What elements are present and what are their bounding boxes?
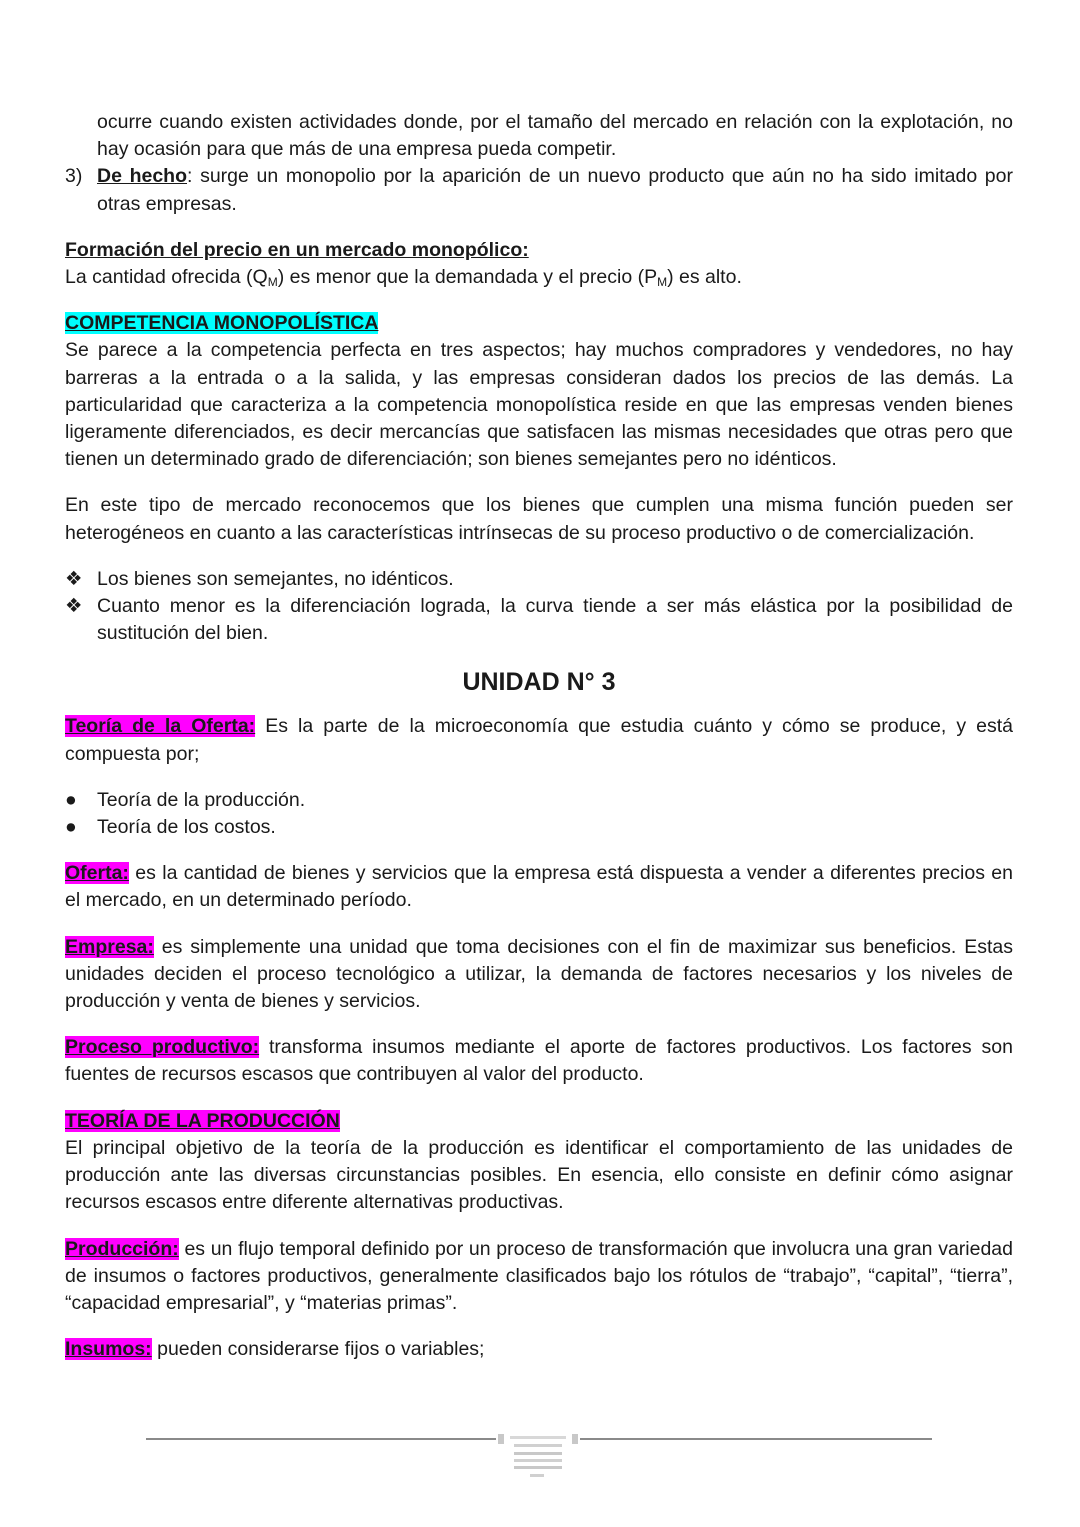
section-heading-formacion: Formación del precio en un mercado monopólico:: [65, 238, 529, 261]
definition-text: : surge un monopolio por la aparición de un nuevo producto que aún no ha sido imitado por otras empresas.: [97, 165, 1013, 215]
list-item: ● Teoría de la producción.: [65, 787, 1013, 814]
term-insumos: Insumos:: [65, 1338, 152, 1361]
list-item: ❖ Los bienes son semejantes, no idénticos.: [65, 566, 1013, 593]
produccion-paragraph: Producción: es un flujo temporal definido por un proceso de transformación que involucra una gran variedad de insumos o factores productivos, generalmente clasificados bajo los rótulos de “trabajo”, “capital”, “tierra”, “capacidad empresarial”, y “materias primas”.: [65, 1237, 1013, 1314]
diamond-bullet-icon: ❖: [65, 595, 83, 618]
footer-logo-icon: [496, 1430, 580, 1480]
diamond-bullet-icon: ❖: [65, 567, 83, 590]
page-content: [65, 109, 1013, 1363]
teoria-oferta-paragraph: Teoría de la Oferta: Es la parte de la microeconomía que estudia cuánto y cómo se produce, y está compuesta por;: [65, 715, 1013, 765]
list-number: 3): [65, 165, 83, 188]
competencia-paragraph-2: En este tipo de mercado reconocemos que los bienes que cumplen una misma función pueden ser heterogéneos en cuanto a las características intrínsecas de su proceso productivo o de comercialización.: [65, 494, 1013, 544]
section-heading-competencia: COMPETENCIA MONOPOLÍSTICA: [65, 312, 379, 335]
teoria-produccion-paragraph: El principal objetivo de la teoría de la producción es identificar el comportamiento de las unidades de producción ante las diversas circunstancias posibles. En esencia, ello consiste en definir cómo asignar recursos escasos entre diferente alternativas productivas.: [65, 1136, 1013, 1214]
footer-divider-right: [580, 1438, 932, 1440]
insumos-paragraph: Insumos: pueden considerarse fijos o variables;: [65, 1338, 485, 1361]
term-empresa: Empresa:: [65, 935, 154, 958]
footer-divider-left: [146, 1438, 496, 1440]
bullet-dot-icon: ●: [65, 816, 77, 839]
list-item-3: [65, 163, 1013, 217]
term-proceso-productivo: Proceso productivo:: [65, 1036, 260, 1059]
list-item-2-continuation: ocurre cuando existen actividades donde, por el tamaño del mercado en relación con la explotación, no hay ocasión para que más de una empresa pueda competir.: [97, 111, 1013, 161]
section-heading-teoria-produccion: TEORÍA DE LA PRODUCCIÓN: [65, 1109, 340, 1132]
list-item: ❖ Cuanto menor es la diferenciación lograda, la curva tiende a ser más elástica por la posibilidad de sustitución del bien.: [65, 595, 1013, 645]
competencia-paragraph-1: Se parece a la competencia perfecta en tres aspectos; hay muchos compradores y vendedores, no hay barreras a la entrada o a la salida, y las empresas consideran dados los precios de las demás. La particularidad que caracteriza a la competencia monopolística reside en que las empresas venden bienes ligeramente diferenciados, es decir mercancías que satisfacen las mismas necesidades que otras pero que tienen un determinado grado de diferenciación; son bienes semejantes pero no idénticos.: [65, 339, 1013, 471]
list-item: ● Teoría de los costos.: [65, 814, 1013, 841]
empresa-paragraph: Empresa: es simplemente una unidad que toma decisiones con el fin de maximizar sus beneficios. Estas unidades deciden el proceso tecnológico a utilizar, la demanda de factores necesarios y los niveles de producción y venta de bienes y servicios.: [65, 935, 1013, 1013]
formacion-text: La cantidad ofrecida $(Q_M)$ es menor que la demandada y el precio $(P_M)$ es alto.: [65, 266, 742, 290]
term-produccion: Producción:: [65, 1237, 179, 1260]
term-de-hecho: De hecho: [97, 165, 187, 188]
bullet-dot-icon: ●: [65, 788, 77, 811]
term-oferta: Oferta:: [65, 862, 129, 885]
unit-title: UNIDAD N° 3: [462, 668, 616, 697]
proceso-paragraph: Proceso productivo: transforma insumos mediante el aporte de factores productivos. Los factores son fuentes de recursos escasos que contribuyen al valor del producto.: [65, 1036, 1013, 1086]
oferta-paragraph: Oferta: es la cantidad de bienes y servicios que la empresa está dispuesta a vender a diferentes precios en el mercado, en un determinado período.: [65, 862, 1013, 912]
term-teoria-oferta: Teoría de la Oferta:: [65, 715, 256, 738]
